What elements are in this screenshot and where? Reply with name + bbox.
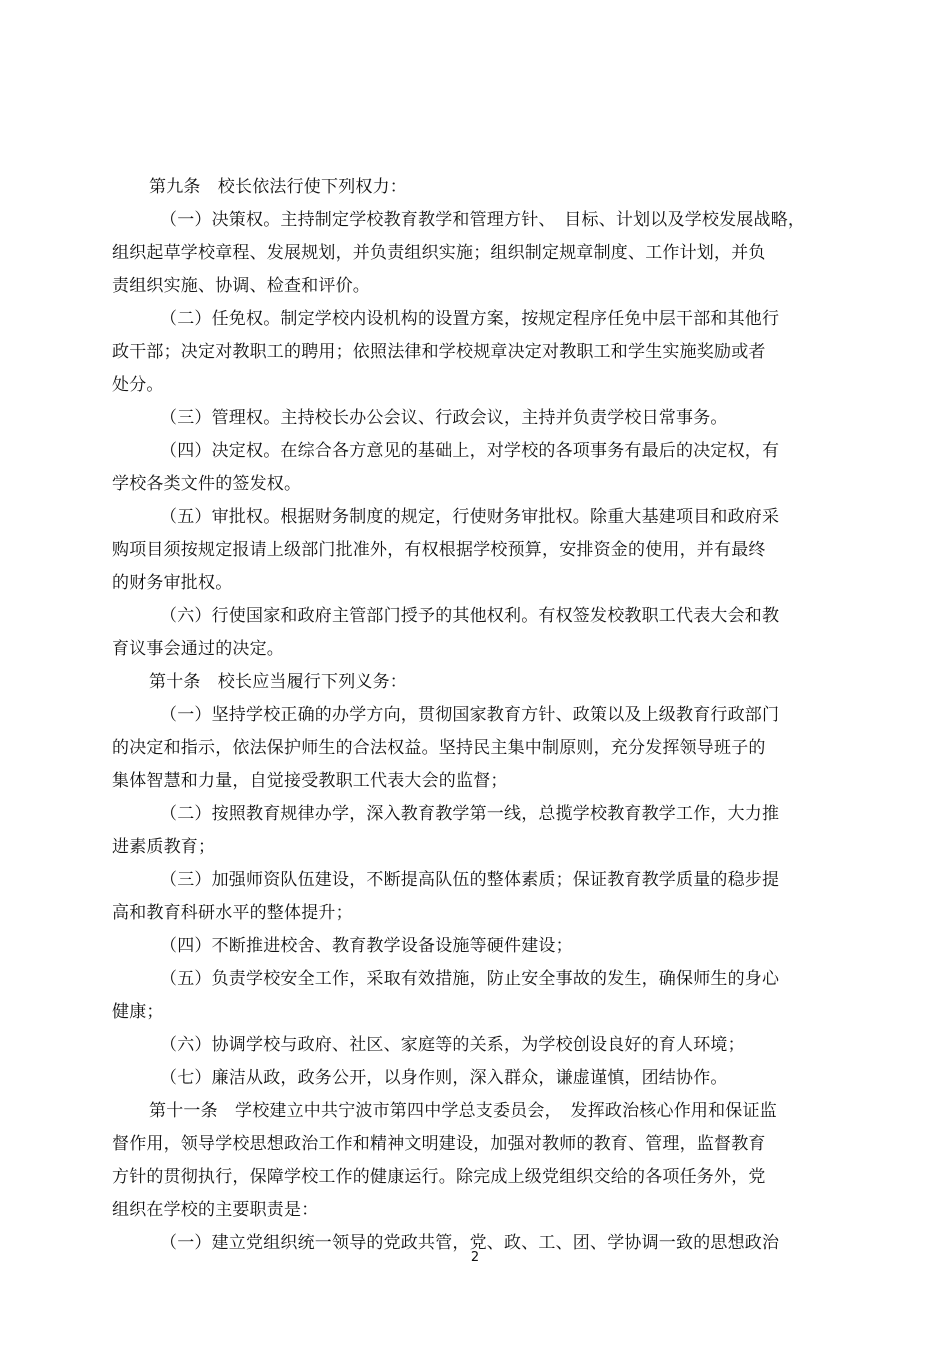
paragraph-line: （一）建立党组织统一领导的党政共管，党、政、工、团、学协调一致的思想政治: [160, 1233, 780, 1253]
paragraph-line: 集体智慧和力量，自觉接受教职工代表大会的监督；: [112, 771, 508, 791]
paragraph-line: （六）行使国家和政府主管部门授予的其他权利。有权签发校教职工代表大会和教: [160, 606, 780, 626]
paragraph-line: 进素质教育；: [112, 837, 216, 857]
paragraph-line: （二）按照教育规律办学，深入教育教学第一线，总揽学校教育教学工作，大力推: [160, 804, 780, 824]
paragraph-line: （七）廉洁从政，政务公开，以身作则，深入群众，谦虚谨慎，团结协作。: [160, 1068, 728, 1088]
page-number: 2: [470, 1250, 480, 1265]
paragraph-line: 高和教育科研水平的整体提升；: [112, 903, 353, 923]
paragraph-line: （一）坚持学校正确的办学方向，贯彻国家教育方针、政策以及上级教育行政部门: [160, 705, 780, 725]
paragraph-line: 处分。: [112, 375, 164, 395]
paragraph-line: （二）任免权。制定学校内设机构的设置方案，按规定程序任免中层干部和其他行: [160, 309, 780, 329]
article-9-heading: 第九条 校长依法行使下列权力：: [149, 177, 407, 197]
paragraph-line: 的财务审批权。: [112, 573, 233, 593]
paragraph-line: 督作用，领导学校思想政治工作和精神文明建设，加强对教师的教育、管理，监督教育: [112, 1134, 766, 1154]
article-11-heading: 第十一条 学校建立中共宁波市第四中学总支委员会， 发挥政治核心作用和保证监: [149, 1101, 777, 1121]
paragraph-line: （五）负责学校安全工作，采取有效措施，防止安全事故的发生，确保师生的身心: [160, 969, 780, 989]
paragraph-line: （六）协调学校与政府、社区、家庭等的关系，为学校创设良好的育人环境；: [160, 1035, 745, 1055]
paragraph-line: 育议事会通过的决定。: [112, 639, 284, 659]
paragraph-line: 学校各类文件的签发权。: [112, 474, 302, 494]
paragraph-line: 责组织实施、协调、检查和评价。: [112, 276, 370, 296]
paragraph-line: 政干部；决定对教职工的聘用；依照法律和学校规章决定对教职工和学生实施奖励或者: [112, 342, 766, 362]
paragraph-line: （四）决定权。在综合各方意见的基础上，对学校的各项事务有最后的决定权，有: [160, 441, 780, 461]
paragraph-line: 组织在学校的主要职责是：: [112, 1200, 319, 1220]
paragraph-line: 方针的贯彻执行，保障学校工作的健康运行。除完成上级党组织交给的各项任务外，党: [112, 1167, 766, 1187]
paragraph-line: 组织起草学校章程、发展规划，并负责组织实施；组织制定规章制度、工作计划，并负: [112, 243, 766, 263]
article-10-heading: 第十条 校长应当履行下列义务：: [149, 672, 407, 692]
paragraph-line: （五）审批权。根据财务制度的规定，行使财务审批权。除重大基建项目和政府采: [160, 507, 780, 527]
paragraph-line: （四）不断推进校舍、教育教学设备设施等硬件建设；: [160, 936, 573, 956]
paragraph-line: （三）加强师资队伍建设，不断提高队伍的整体素质；保证教育教学质量的稳步提: [160, 870, 780, 890]
paragraph-line: 的决定和指示，依法保护师生的合法权益。坚持民主集中制原则，充分发挥领导班子的: [112, 738, 766, 758]
paragraph-line: （一）决策权。主持制定学校教育教学和管理方针、 目标、计划以及学校发展战略，: [160, 210, 806, 230]
paragraph-line: （三）管理权。主持校长办公会议、行政会议，主持并负责学校日常事务。: [160, 408, 728, 428]
paragraph-line: 购项目须按规定报请上级部门批准外，有权根据学校预算，安排资金的使用，并有最终: [112, 540, 766, 560]
paragraph-line: 健康；: [112, 1002, 164, 1022]
